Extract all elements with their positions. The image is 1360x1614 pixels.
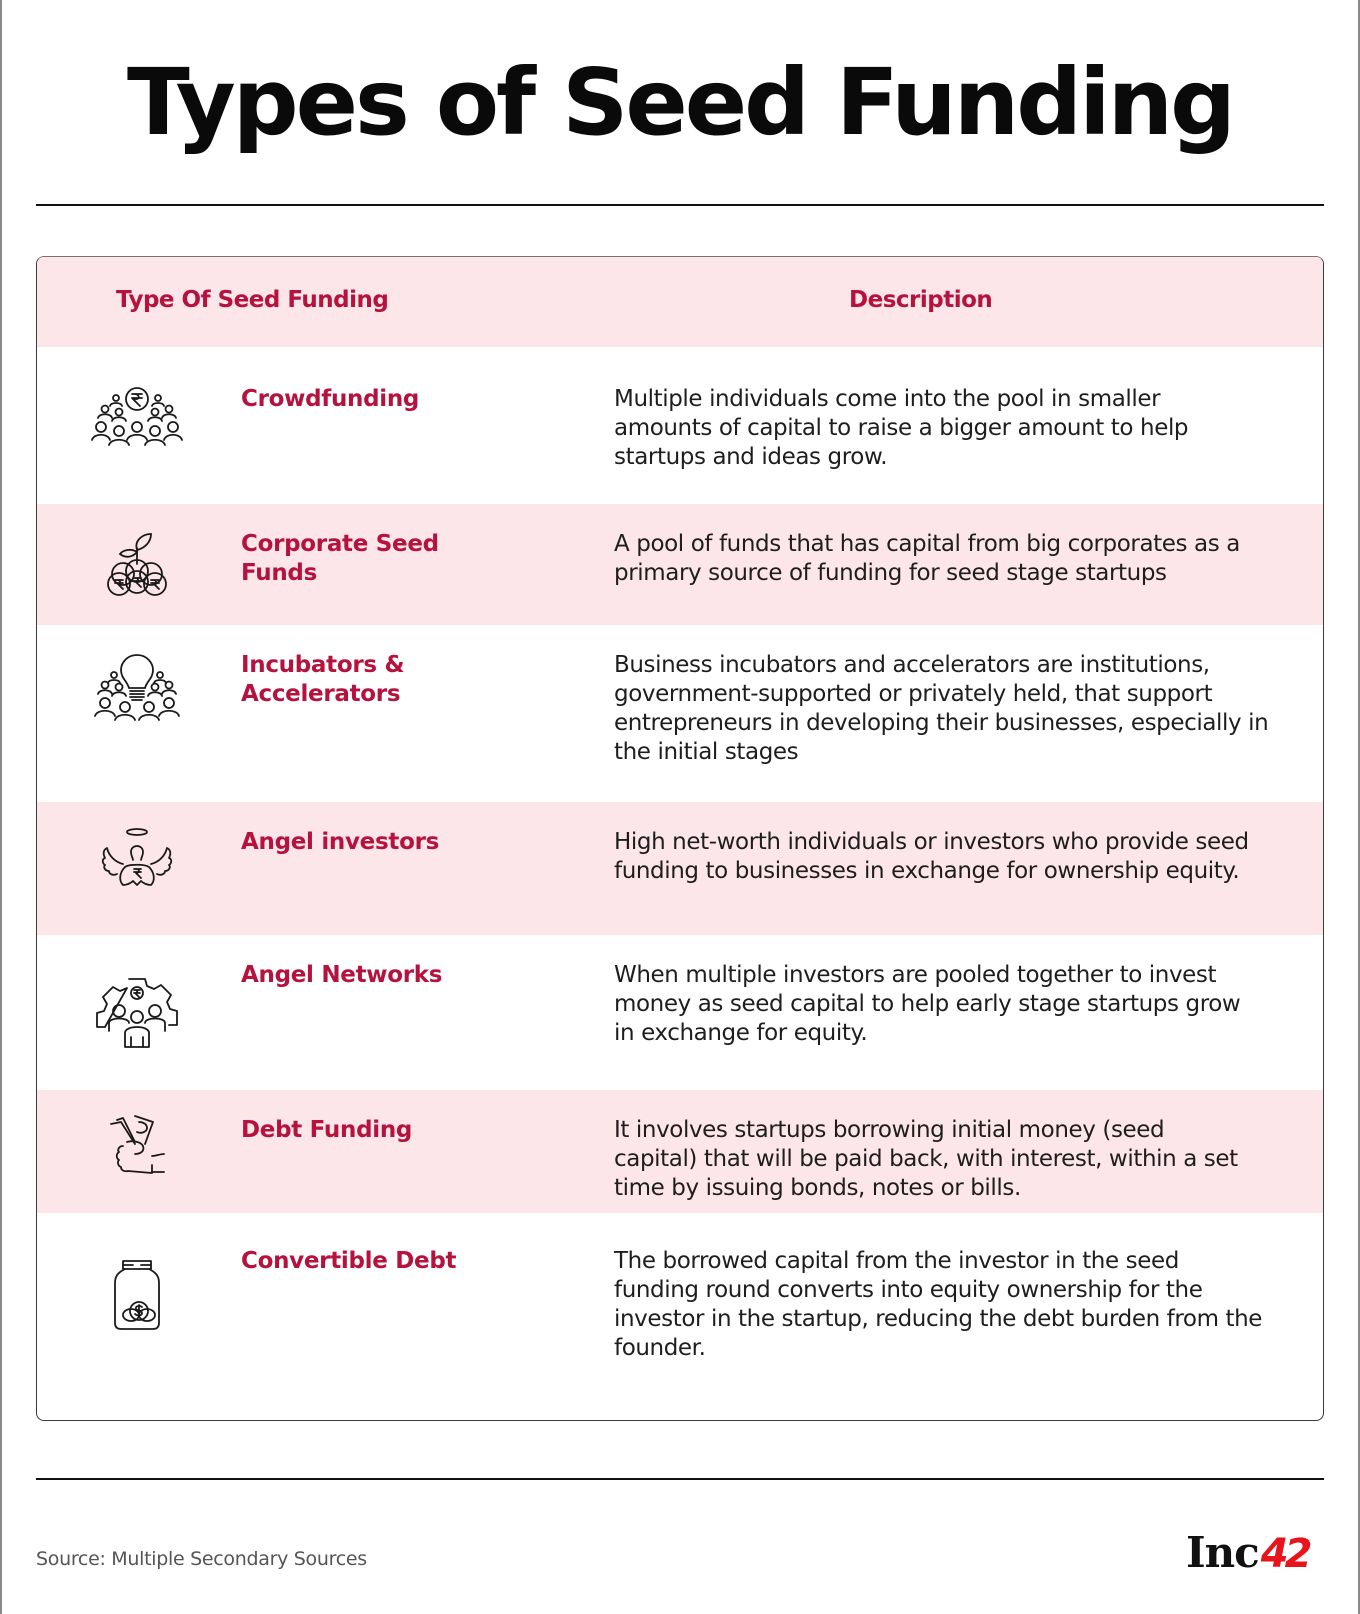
funding-type-label: Angel Networks xyxy=(241,962,443,988)
funding-description: It involves startups borrowing initial money (seed capital) that will be paid back, with interest, within a set time by issuing bonds, notes or bills. xyxy=(614,1117,1238,1201)
title-divider xyxy=(36,204,1324,206)
table-row xyxy=(37,802,1323,935)
table-row xyxy=(37,935,1323,1090)
funding-type-label: Crowdfunding xyxy=(241,386,420,412)
source-note: Source: Multiple Secondary Sources xyxy=(36,1548,367,1570)
table-header xyxy=(37,257,1323,347)
funding-description: High net-worth individuals or investors who provide seed funding to businesses in exchange for ownership equity. xyxy=(614,829,1249,884)
coin-jar-icon xyxy=(87,1253,187,1333)
logo-number: 42 xyxy=(1260,1531,1309,1577)
funding-description: When multiple investors are pooled together to invest money as seed capital to help early stage startups grow in exchange for equity. xyxy=(614,962,1241,1046)
page-border-left xyxy=(0,0,2,1614)
funding-type-label: Convertible Debt xyxy=(241,1248,457,1274)
column-header-description: Description xyxy=(849,287,993,313)
footer-divider xyxy=(36,1478,1324,1480)
funding-type-label: Corporate Seed Funds xyxy=(241,531,439,586)
angel-investor-icon xyxy=(87,822,187,902)
page-title: Types of Seed Funding xyxy=(126,49,1234,156)
funding-type-label: Incubators & Accelerators xyxy=(241,652,405,707)
funding-description: The borrowed capital from the investor in the seed funding round converts into equity ownership for the investor in the startup, reducing the debt burden from the founder. xyxy=(614,1248,1263,1361)
hand-cash-icon xyxy=(87,1110,187,1190)
gear-people-network-icon xyxy=(87,971,187,1051)
rupee-coins-plant-icon xyxy=(87,522,187,602)
column-header-type: Type Of Seed Funding xyxy=(116,287,389,313)
table-row xyxy=(37,504,1323,625)
lightbulb-people-icon xyxy=(87,649,187,729)
table-row xyxy=(37,625,1323,802)
table-row xyxy=(37,347,1323,504)
seed-funding-table xyxy=(36,256,1324,1421)
funding-type-label: Angel investors xyxy=(241,829,439,855)
table-row xyxy=(37,1090,1323,1213)
funding-description: Business incubators and accelerators are institutions, government-supported or privately held, that support entrepreneurs in developing their businesses, especially in the initial stages xyxy=(614,652,1269,765)
funding-description: Multiple individuals come into the pool in smaller amounts of capital to raise a bigger amount to help startups and ideas grow. xyxy=(614,386,1189,470)
crowd-rupee-icon xyxy=(87,385,187,465)
inc42-logo xyxy=(1186,1528,1308,1577)
table-row xyxy=(37,1213,1323,1421)
funding-description: A pool of funds that has capital from big corporates as a primary source of funding for seed stage startups xyxy=(614,531,1240,586)
funding-type-label: Debt Funding xyxy=(241,1117,413,1143)
logo-text: Inc xyxy=(1186,1528,1259,1577)
